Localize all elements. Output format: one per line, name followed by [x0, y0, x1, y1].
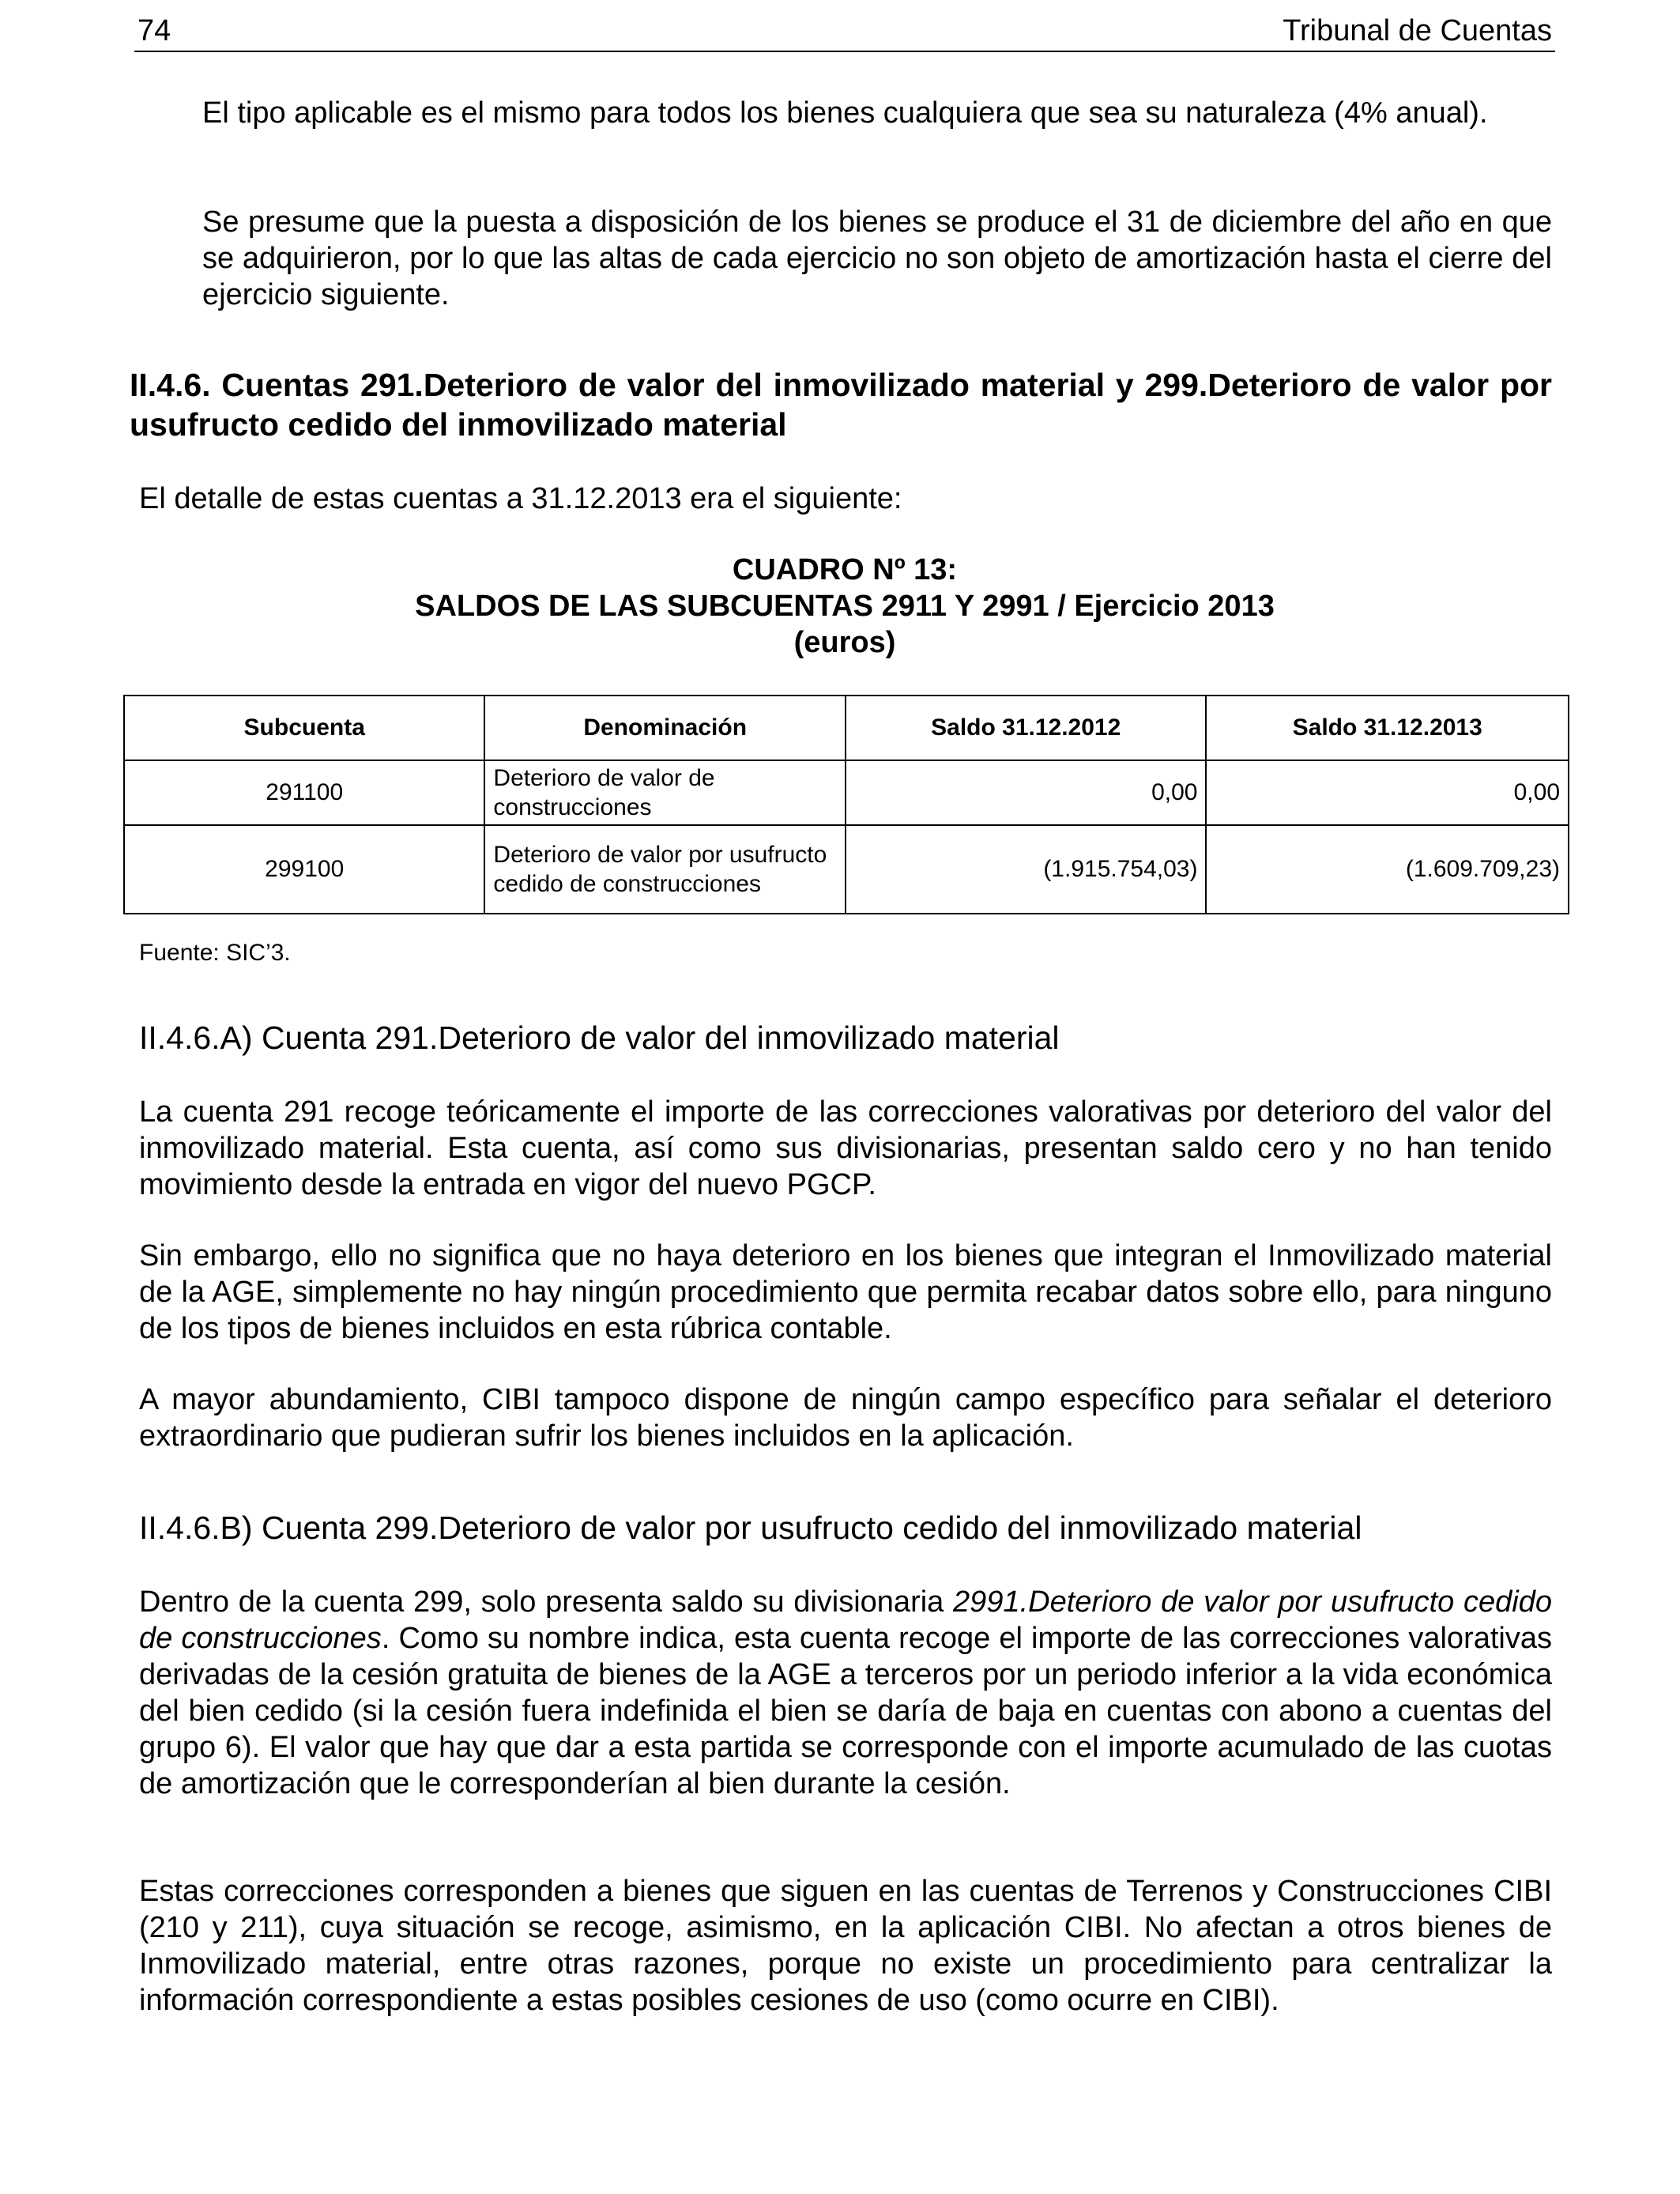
header-saldo-2012: Saldo 31.12.2012: [846, 696, 1207, 760]
publisher-name: Tribunal de Cuentas: [1283, 14, 1552, 47]
section-intro: El detalle de estas cuentas a 31.12.2013 era el siguiente:: [139, 482, 902, 515]
cell-subcuenta: 291100: [124, 760, 484, 825]
subsection-a-paragraph-3: A mayor abundamiento, CIBI tampoco dispone de ningún campo específico para señalar el deterioro extraordinario que pudieran sufrir los bienes incluidos en la aplicación.: [139, 1383, 1552, 1453]
page-number: 74: [137, 14, 171, 47]
subsection-a-paragraph-2: Sin embargo, ello no significa que no haya deterioro en los bienes que integran el Inmovilizado material de la AGE, simplemente no hay ningún procedimiento que permita recabar datos sobre ello, para ninguno de los tipos de bienes incluidos en esta rúbrica contable.: [139, 1239, 1552, 1345]
subsection-b-paragraph-2: Estas correcciones corresponden a bienes que siguen en las cuentas de Terrenos y Construcciones CIBI (210 y 211), cuya situación se recoge, asimismo, en la aplicación CIBI. No afectan a otros bienes de Inmovilizado material, entre otras razones, porque no existe un procedimiento para centralizar la información correspondiente a estas posibles cesiones de uso (como ocurre en CIBI).: [139, 1875, 1552, 2017]
intro-paragraph-2: Se presume que la puesta a disposición de los bienes se produce el 31 de diciembre del año en que se adquirieron, por lo que las altas de cada ejercicio no son objeto de amortización hasta el cierre del ejercicio siguiente.: [202, 205, 1552, 311]
cell-denominacion: Deterioro de valor de construcciones: [484, 760, 846, 825]
intro-paragraph-1: El tipo aplicable es el mismo para todos los bienes cualquiera que sea su naturaleza (4% anual).: [202, 96, 1488, 130]
caption-line-3: (euros): [793, 626, 896, 659]
cell-saldo-2012: 0,00: [846, 760, 1207, 825]
header-saldo-2013: Saldo 31.12.2013: [1206, 696, 1569, 760]
subsection-b-heading: II.4.6.B) Cuenta 299.Deterioro de valor por usufructo cedido del inmovilizado material: [139, 1510, 1362, 1546]
cell-saldo-2013: 0,00: [1206, 760, 1569, 825]
header-subcuenta: Subcuenta: [124, 696, 484, 760]
header-denominacion: Denominación: [484, 696, 846, 760]
table-caption: [134, 552, 1555, 661]
table-row: [124, 825, 1569, 914]
subsection-a-paragraph-1: La cuenta 291 recoge teóricamente el importe de las correcciones valorativas por deterioro del valor del inmovilizado material. Esta cuenta, así como sus divisionarias, presentan saldo cero y no han tenido movimiento desde la entrada en vigor del nuevo PGCP.: [139, 1095, 1552, 1201]
table-source: Fuente: SIC’3.: [139, 940, 291, 966]
cell-denominacion: Deterioro de valor por usufructo cedido de construcciones: [484, 825, 846, 914]
account-name-italic: 2991.Deterioro de valor por usufructo cedido de construcciones: [139, 1585, 1552, 1655]
paragraph-text-start: Dentro de la cuenta 299, solo presenta saldo su divisionaria: [139, 1585, 954, 1619]
table-row: [124, 760, 1569, 825]
caption-line-2: SALDOS DE LAS SUBCUENTAS 2911 Y 2991 / Ejercicio 2013: [415, 590, 1275, 623]
balances-table: [123, 695, 1569, 914]
paragraph-text-end: . Como su nombre indica, esta cuenta recoge el importe de las correcciones valorativas derivadas de la cesión gratuita de bienes de la AGE a terceros por un periodo inferior a la vida económica del bien cedido (si la cesión fuera indefinida el bien se daría de baja en cuentas con abono a cuentas del grupo 6). El valor que hay que dar a esta partida se corresponde con el importe acumulado de las cuotas de amortización que le corresponderían al bien durante la cesión.: [139, 1622, 1552, 1800]
table-header-row: [124, 696, 1569, 760]
caption-line-1: CUADRO Nº 13:: [732, 553, 958, 586]
cell-subcuenta: 299100: [124, 825, 484, 914]
subsection-b-paragraph-1: [139, 1584, 1552, 1802]
cell-saldo-2013: (1.609.709,23): [1206, 825, 1569, 914]
cell-saldo-2012: (1.915.754,03): [846, 825, 1207, 914]
subsection-a-heading: II.4.6.A) Cuenta 291.Deterioro de valor del inmovilizado material: [139, 1020, 1060, 1056]
section-heading: II.4.6. Cuentas 291.Deterioro de valor del inmovilizado material y 299.Deterioro de valor por usufructo cedido del inmovilizado material: [130, 367, 1552, 443]
page-header: [134, 11, 1555, 52]
